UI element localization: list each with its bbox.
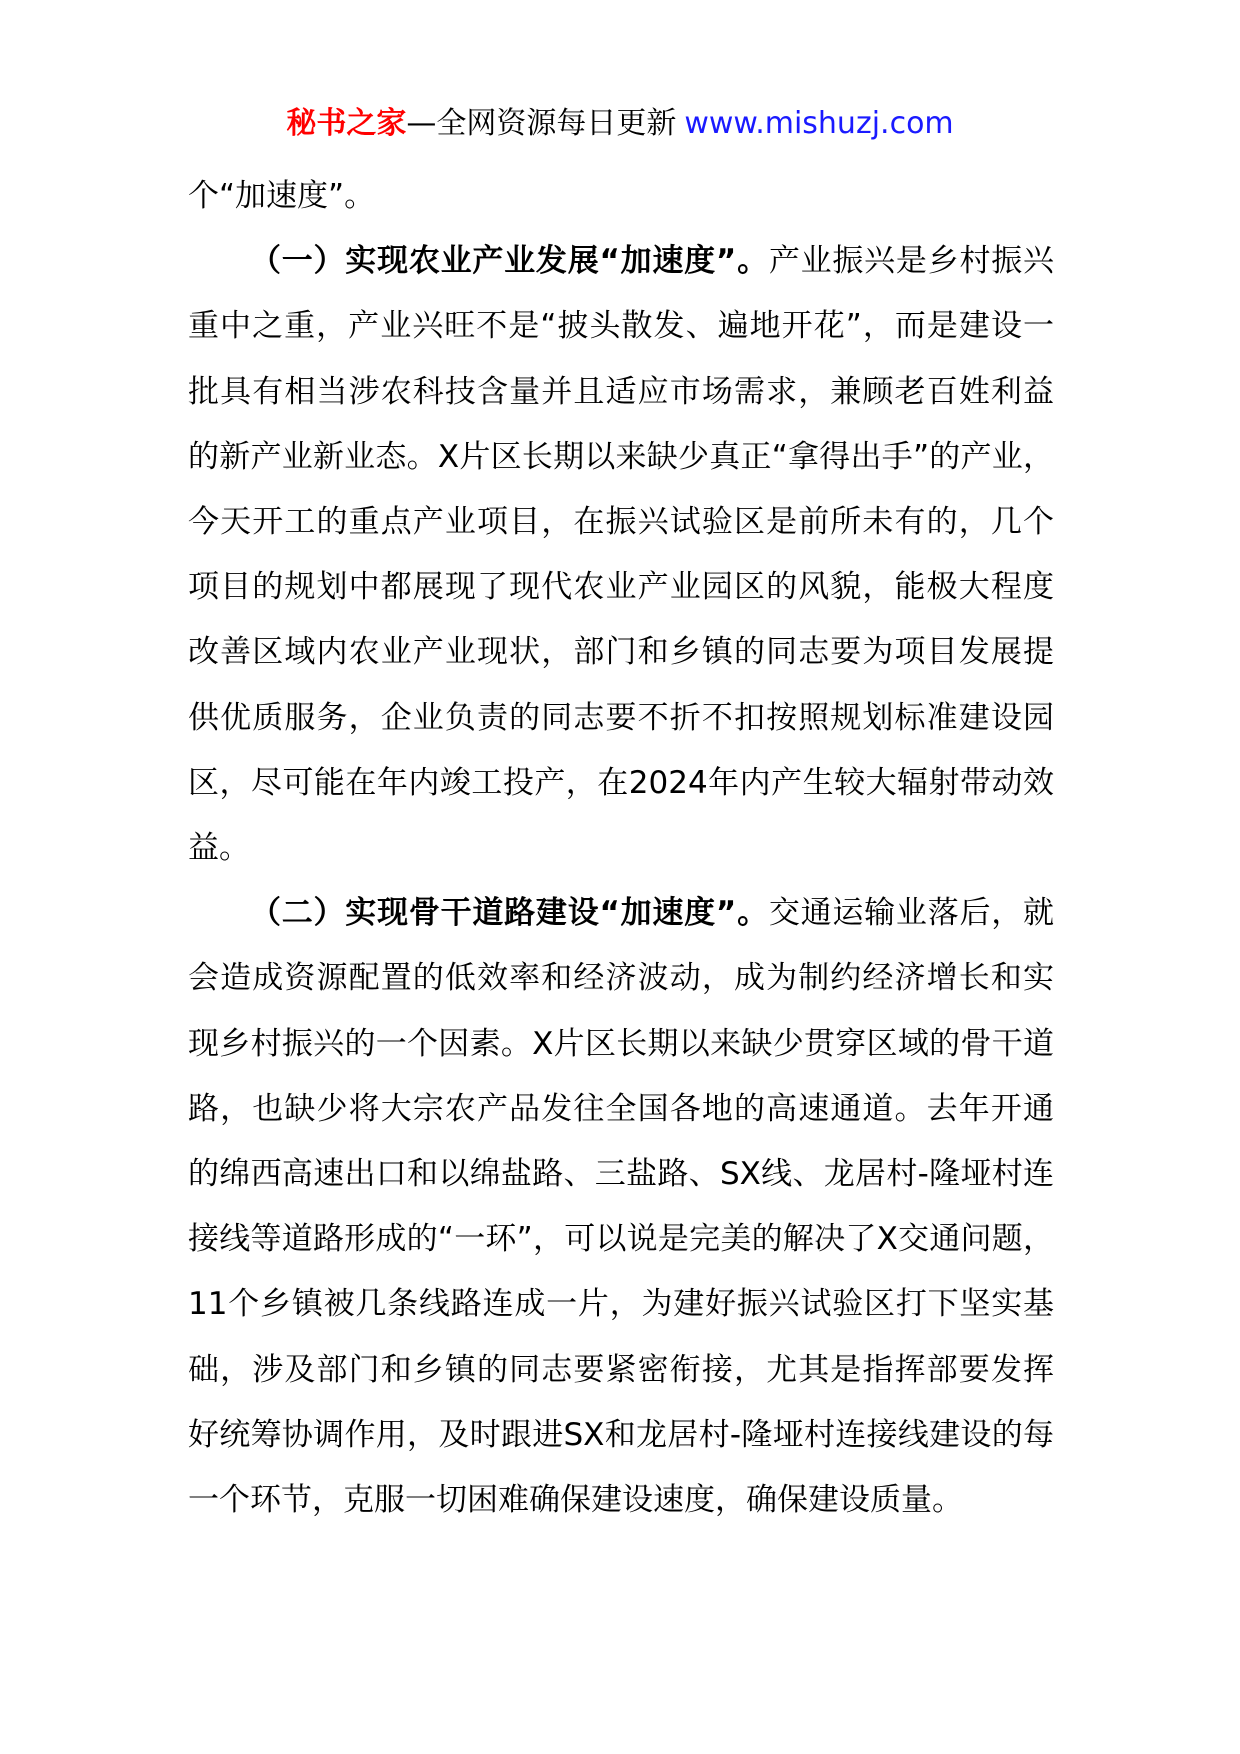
section-heading-1: （一）实现农业产业发展“加速度”。 <box>250 243 769 280</box>
section-text-1: 产业振兴是乡村振兴重中之重，产业兴旺不是“披头散发、遍地开花”，而是建设一批具有相当涉农科技含量并且适应市场需求，兼顾老百姓利益的新产业新业态。X片区长期以来缺少真正“拿得出手”的产业，今天开工的重点产业项目，在振兴试验区是前所未有的，几个项目的规划中都展现了现代农业产业园区的风貌，能极大程度改善区域内农业产业现状，部门和乡镇的同志要为项目发展提供优质服务，企业负责的同志要不折不扣按照规划标准建设园区，尽可能在年内竣工投产，在2024年内产生较大辐射带动效益。 <box>188 243 1055 867</box>
section-paragraph-1 <box>188 229 1054 881</box>
site-url: www.mishuzj.com <box>684 106 954 141</box>
section-heading-2: （二）实现骨干道路建设“加速度”。 <box>250 895 769 932</box>
brand-name: 秘书之家 <box>286 106 407 141</box>
document-body <box>188 164 1054 1533</box>
brand-tagline: —全网资源每日更新 <box>406 106 677 141</box>
section-text-2: 交通运输业落后，就会造成资源配置的低效率和经济波动，成为制约经济增长和实现乡村振兴的一个因素。X片区长期以来缺少贯穿区域的骨干道路，也缺少将大宗农产品发往全国各地的高速通道。去年开通的绵西高速出口和以绵盐路、三盐路、SX线、龙居村-隆垭村连接线等道路形成的“一环”，可以说是完美的解决了X交通问题，11个乡镇被几条线路连成一片，为建好振兴试验区打下坚实基础，涉及部门和乡镇的同志要紧密衔接，尤其是指挥部要发挥好统筹协调作用，及时跟进SX和龙居村-隆垭村连接线建设的每一个环节，克服一切困难确保建设速度，确保建设质量。 <box>188 895 1055 1519</box>
section-paragraph-2 <box>188 881 1054 1533</box>
continuation-line: 个“加速度”。 <box>188 178 376 214</box>
site-watermark-header <box>0 102 1240 146</box>
